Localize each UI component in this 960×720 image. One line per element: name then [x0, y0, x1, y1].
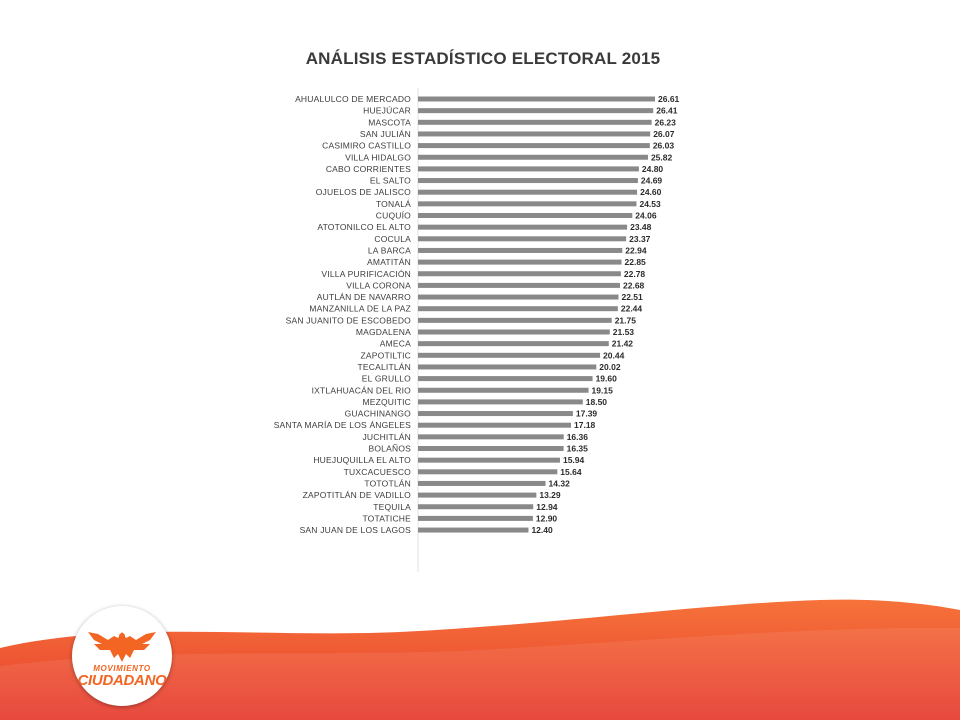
value-label: 19.60: [595, 373, 617, 384]
category-label: ZAPOTILTIC: [360, 350, 411, 361]
bar: [418, 493, 536, 498]
value-label: 22.68: [623, 280, 645, 291]
bar: [418, 178, 638, 183]
value-label: 24.06: [635, 210, 657, 221]
bar: [418, 446, 564, 451]
category-label: VILLA PURIFICACIÓN: [321, 268, 411, 279]
category-label: TECALITLÁN: [357, 361, 411, 372]
bar: [418, 131, 650, 136]
value-label: 26.03: [652, 140, 675, 151]
value-label: 17.39: [575, 408, 598, 419]
value-label: 12.90: [535, 513, 558, 524]
category-label: CABO CORRIENTES: [325, 163, 411, 174]
value-label: 22.85: [624, 257, 646, 268]
bar: [418, 236, 626, 241]
bar: [418, 528, 528, 533]
chart-title: ANÁLISIS ESTADÍSTICO ELECTORAL 2015: [305, 49, 661, 68]
category-label: JUCHITLÁN: [362, 431, 411, 442]
value-label: 17.18: [574, 420, 596, 431]
value-label: 15.64: [560, 466, 582, 477]
bar: [418, 155, 648, 160]
chart-marks: [274, 88, 680, 572]
bar: [418, 458, 560, 463]
value-label: 26.07: [653, 128, 675, 139]
value-label: 23.48: [630, 222, 652, 233]
logo-text-ciudadano: CIUDADANO: [77, 672, 167, 689]
bar: [418, 376, 593, 381]
category-label: CUQUÍO: [375, 210, 411, 221]
value-label: 16.35: [566, 443, 588, 454]
bar: [418, 306, 618, 311]
bar: [418, 341, 609, 346]
category-label: EL GRULLO: [361, 373, 411, 384]
bar: [418, 481, 546, 486]
bar: [418, 225, 627, 230]
category-label: AHUALULCO DE MERCADO: [295, 94, 411, 104]
value-label: 18.50: [585, 396, 608, 407]
value-label: 26.23: [654, 117, 676, 128]
bar: [418, 166, 639, 171]
value-label: 20.44: [603, 350, 625, 361]
bar: [418, 516, 533, 521]
value-label: 12.40: [531, 525, 553, 536]
value-label: 25.82: [650, 152, 673, 163]
bar: [418, 97, 655, 102]
bar: [418, 318, 612, 323]
bar: [418, 353, 600, 358]
bar: [418, 248, 622, 253]
category-label: TEQUILA: [373, 501, 411, 512]
bar: [418, 434, 564, 439]
category-label: AMATITÁN: [367, 257, 411, 268]
eagle-icon: [84, 626, 160, 666]
bar: [418, 295, 618, 300]
category-label: COCULA: [374, 233, 411, 244]
category-label: TUXCACUESCO: [343, 466, 411, 477]
category-label: MEZQUITIC: [362, 396, 411, 407]
value-label: 24.60: [640, 187, 662, 198]
category-label: SAN JULIÁN: [359, 128, 411, 139]
value-label: 16.36: [566, 431, 588, 442]
value-label: 21.53: [612, 327, 635, 337]
value-label: 22.44: [620, 303, 643, 314]
bar: [418, 411, 573, 416]
bar: [418, 364, 596, 369]
value-label: 20.02: [599, 361, 621, 372]
category-label: EL SALTO: [369, 175, 411, 186]
category-label: SAN JUANITO DE ESCOBEDO: [285, 315, 411, 326]
category-label: OJUELOS DE JALISCO: [315, 187, 411, 198]
value-label: 23.37: [629, 233, 651, 244]
category-label: TOTATICHE: [362, 513, 411, 524]
category-label: ZAPOTITLÁN DE VADILLO: [302, 490, 411, 501]
value-label: 12.94: [536, 501, 558, 512]
bar: [418, 213, 632, 218]
value-label: 24.69: [640, 175, 663, 186]
value-label: 15.94: [562, 455, 585, 466]
category-label: IXTLAHUACÁN DEL RIO: [311, 385, 411, 396]
logo-text-movimiento: MOVIMIENTO: [93, 664, 151, 673]
category-label: MANZANILLA DE LA PAZ: [309, 303, 411, 314]
bar: [418, 190, 637, 195]
category-label: MAGDALENA: [355, 327, 411, 337]
category-label: VILLA CORONA: [346, 280, 411, 291]
category-label: LA BARCA: [367, 245, 411, 256]
bar: [418, 201, 636, 206]
category-label: SANTA MARÍA DE LOS ÁNGELES: [273, 420, 411, 431]
category-label: GUACHINANGO: [344, 408, 411, 419]
bar: [418, 423, 571, 428]
category-label: BOLAÑOS: [368, 443, 411, 454]
value-label: 26.41: [656, 105, 678, 116]
bar: [418, 399, 583, 404]
bar: [418, 143, 650, 148]
value-label: 22.51: [621, 292, 643, 303]
category-label: HUEJÚCAR: [363, 105, 411, 116]
bar: [418, 260, 622, 265]
value-label: 22.94: [625, 245, 647, 256]
value-label: 26.61: [658, 94, 680, 104]
bar: [418, 469, 557, 474]
category-label: ATOTONILCO EL ALTO: [317, 222, 411, 233]
value-label: 21.42: [611, 338, 634, 349]
value-label: 24.80: [641, 163, 664, 174]
value-label: 22.78: [623, 268, 646, 279]
category-label: HUEJUQUILLA EL ALTO: [313, 455, 411, 466]
bar: [418, 388, 589, 393]
category-label: CASIMIRO CASTILLO: [322, 140, 411, 151]
bar: [418, 283, 620, 288]
category-label: TOTOTLÁN: [364, 478, 411, 489]
party-logo: [72, 606, 172, 706]
category-label: MASCOTA: [368, 117, 411, 128]
value-label: 13.29: [539, 490, 561, 501]
value-label: 21.75: [614, 315, 636, 326]
value-label: 19.15: [591, 385, 613, 396]
bar: [418, 120, 652, 125]
bar: [418, 504, 533, 509]
bar: [418, 108, 653, 113]
bar: [418, 271, 621, 276]
category-label: TONALÁ: [375, 198, 411, 209]
value-label: 14.32: [548, 478, 570, 489]
category-label: AUTLÁN DE NAVARRO: [316, 292, 411, 303]
category-label: SAN JUAN DE LOS LAGOS: [299, 525, 411, 536]
value-label: 24.53: [639, 198, 661, 209]
category-label: VILLA HIDALGO: [345, 152, 411, 163]
bar: [418, 330, 610, 335]
category-label: AMECA: [379, 338, 411, 349]
